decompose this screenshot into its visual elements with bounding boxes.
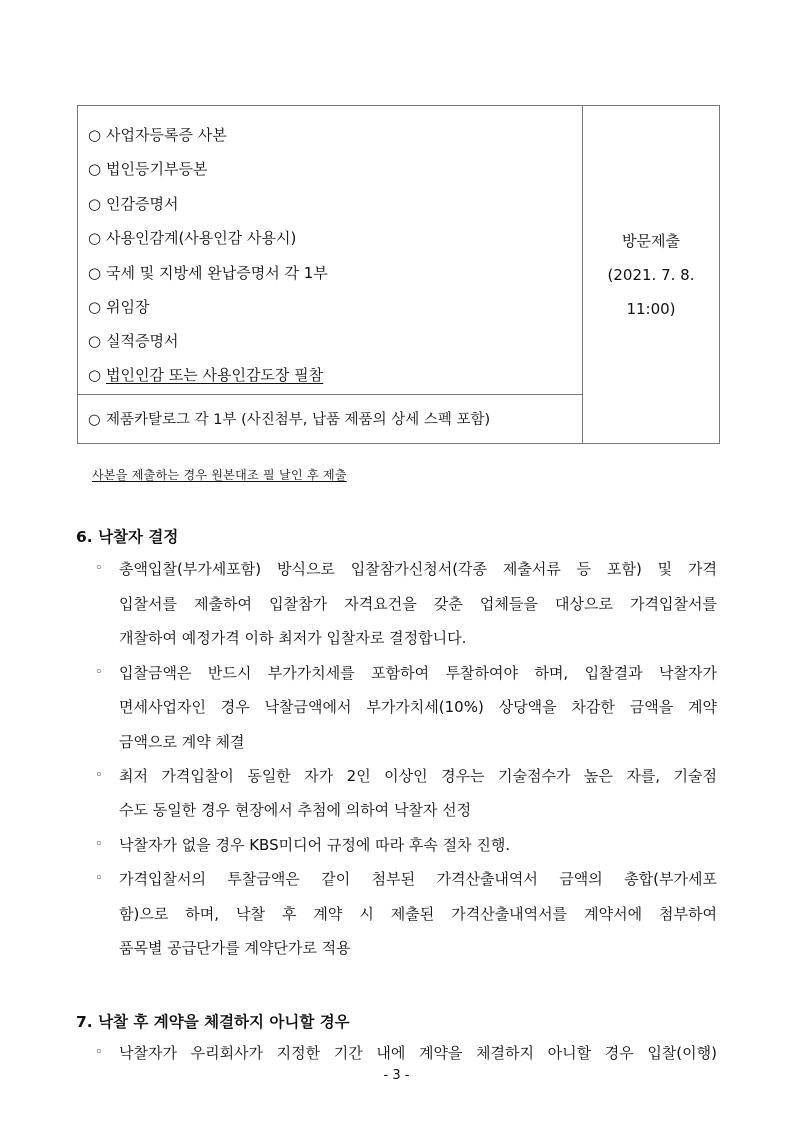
submission-method: 방문제출 — [622, 232, 680, 250]
submission-time: 11:00) — [626, 300, 676, 318]
doc-item: ○ 국세 및 지방세 완납증명서 각 1부 — [88, 264, 328, 282]
paragraph-line: 최저 가격입찰이 동일한 자가 2인 이상인 경우는 기술점수가 높은 자를, 기술점 — [119, 767, 717, 785]
paragraph-line: 함)으로 하며, 낙찰 후 계약 시 제출된 가격산출내역서를 계약서에 첨부하여 — [119, 905, 717, 923]
circle-bullet-icon: ○ — [88, 366, 102, 384]
circle-bullet-icon: ○ — [88, 126, 102, 144]
paragraph-line: 낙찰자가 없을 경우 KBS미디어 규정에 따라 후속 절차 진행. — [119, 836, 511, 854]
doc-item: ○ 실적증명서 — [88, 332, 179, 350]
doc-item-underlined: ○ 법인인감 또는 사용인감도장 필참 — [88, 366, 324, 384]
doc-item: ○ 사용인감계(사용인감 사용시) — [88, 229, 297, 247]
paragraph-line: 입찰서를 제출하여 입찰참가 자격요건을 갖춘 업체들을 대상으로 가격입찰서를 — [119, 595, 717, 613]
paragraph-line: 개찰하여 예정가격 이하 최저가 입찰자로 결정합니다. — [119, 629, 467, 647]
bullet-icon: ◦ — [95, 665, 103, 680]
doc-item: ○ 법인등기부등본 — [88, 160, 208, 178]
circle-bullet-icon: ○ — [88, 195, 102, 213]
circle-bullet-icon: ○ — [88, 332, 102, 350]
circle-bullet-icon: ○ — [88, 412, 101, 428]
catalog-item: ○ 제품카탈로그 각 1부 (사진첨부, 납품 제품의 상세 스펙 포함) — [88, 412, 491, 428]
bullet-icon: ◦ — [95, 871, 103, 886]
circle-bullet-icon: ○ — [88, 298, 102, 316]
section-7-title: 7. 낙찰 후 계약을 체결하지 아니할 경우 — [76, 1013, 350, 1031]
doc-item: ○ 사업자등록증 사본 — [88, 126, 227, 144]
bullet-icon: ◦ — [95, 768, 103, 783]
submission-date: (2021. 7. 8. — [607, 266, 695, 284]
required-documents-list — [78, 106, 582, 395]
section-6-title: 6. 낙찰자 결정 — [76, 528, 179, 546]
bullet-icon: ◦ — [95, 837, 103, 852]
doc-item: ○ 위임장 — [88, 298, 150, 316]
circle-bullet-icon: ○ — [88, 229, 102, 247]
bullet-icon: ◦ — [95, 561, 103, 576]
paragraph-line: 금액으로 계약 체결 — [119, 733, 245, 751]
copy-note: 사본을 제출하는 경우 원본대조 필 날인 후 제출 — [92, 468, 347, 482]
page-number: - 3 - — [383, 1068, 410, 1083]
circle-bullet-icon: ○ — [88, 264, 102, 282]
paragraph-line: 수도 동일한 경우 현장에서 추첨에 의하여 낙찰자 선정 — [119, 801, 472, 819]
paragraph-line: 낙찰자가 우리회사가 지정한 기간 내에 계약을 체결하지 아니할 경우 입찰(이행) — [119, 1044, 717, 1062]
submission-method-cell — [583, 106, 719, 443]
paragraph-line: 총액입찰(부가세포함) 방식으로 입찰참가신청서(각종 제출서류 등 포함) 및 가격 — [119, 560, 717, 578]
bullet-icon: ◦ — [95, 1045, 103, 1060]
paragraph-line: 면세사업자인 경우 낙찰금액에서 부가가치세(10%) 상당액을 차감한 금액을 계약 — [119, 698, 717, 716]
paragraph-line: 품목별 공급단가를 계약단가로 적용 — [119, 939, 351, 957]
doc-item: ○ 인감증명서 — [88, 195, 179, 213]
requirements-table — [77, 105, 720, 444]
circle-bullet-icon: ○ — [88, 160, 102, 178]
paragraph-line: 입찰금액은 반드시 부가가치세를 포함하여 투찰하여야 하며, 입찰결과 낙찰자가 — [119, 664, 717, 682]
paragraph-line: 가격입찰서의 투찰금액은 같이 첨부된 가격산출내역서 금액의 총합(부가세포 — [119, 870, 717, 888]
requirements-left-cell — [78, 106, 583, 443]
